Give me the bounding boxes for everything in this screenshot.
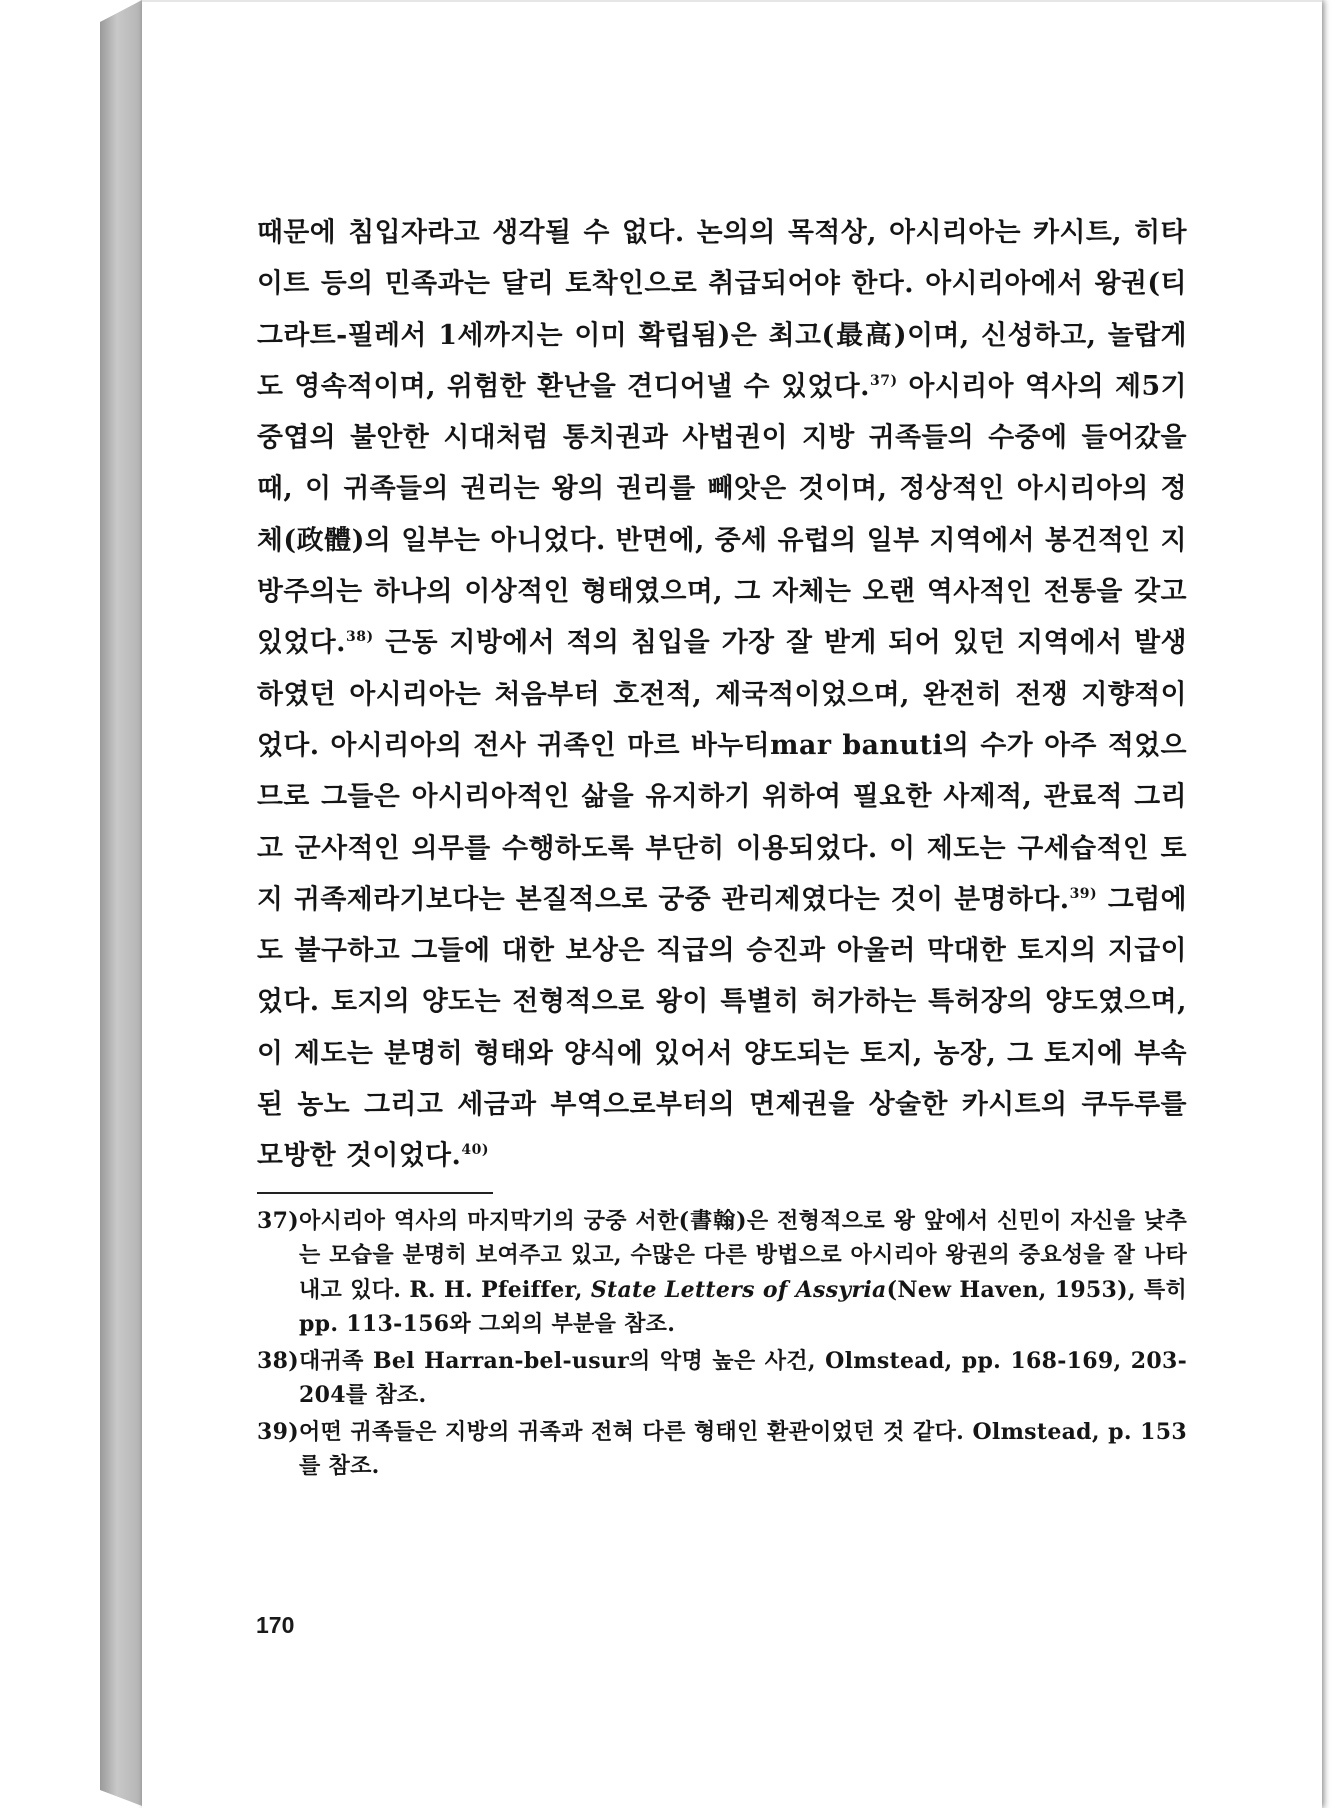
footnote-37 — [257, 1204, 1187, 1342]
footnote-number: 37) — [257, 1207, 299, 1234]
footnote-text: 아시리아 역사의 마지막기의 궁중 서한(書翰)은 전형적으로 왕 앞에서 신민이 자신을 낮추는 모습을 분명히 보여주고 있고, 수많은 다른 방법으로 아시리아 왕권의 중요성을 잘 나타내고 있다. R. H. Pfeiffer, — [299, 1207, 1187, 1303]
footnote-text: 대귀족 Bel Harran-bel-usur의 악명 높은 사건, Olmstead, pp. 168-169, 203-204를 참조. — [299, 1347, 1187, 1409]
body-paragraph — [257, 207, 1187, 1182]
footnote-book-title: State Letters of Assyria — [590, 1276, 887, 1303]
book-page — [142, 0, 1322, 1808]
footnote-text: 어떤 귀족들은 지방의 귀족과 전혀 다른 형태인 환관이었던 것 같다. Olmstead, p. 153를 참조. — [299, 1418, 1187, 1480]
body-text-1: 때문에 침입자라고 생각될 수 없다. 논의의 목적상, 아시리아는 카시트, 히타이트 등의 민족과는 달리 토착인으로 취급되어야 한다. 아시리아에서 왕권(티그라트-필레서 1세까지는 이미 확립됨)은 최고(最高)이며, 신성하고, 놀랍게도 영속적이며, 위험한 환난을 견디어낼 수 있었다. — [257, 217, 1187, 402]
body-text-4: 그럼에도 불구하고 그들에 대한 보상은 직급의 승진과 아울러 막대한 토지의 지급이었다. 토지의 양도는 전형적으로 왕이 특별히 허가하는 특허장의 양도였으며, 이 제도는 분명히 형태와 양식에 있어서 양도되는 토지, 농장, 그 토지에 부속된 농노 그리고 세금과 부역으로부터의 면제권을 상술한 카시트의 쿠두루를 모방한 것이었다. — [257, 883, 1187, 1172]
footnote-39 — [257, 1415, 1187, 1484]
footnote-divider — [257, 1192, 493, 1194]
footnote-ref-37[interactable]: 37) — [869, 372, 898, 389]
book-spine — [100, 0, 142, 1806]
body-text-2: 아시리아 역사의 제5기 중엽의 불안한 시대처럼 통치권과 사법권이 지방 귀족들의 수중에 들어갔을 때, 이 귀족들의 권리는 왕의 권리를 빼앗은 것이며, 정상적인 아시리아의 정체(政體)의 일부는 아니었다. 반면에, 중세 유럽의 일부 지역에서 봉건적인 지방주의는 하나의 이상적인 형태였으며, 그 자체는 오랜 역사적인 전통을 갖고 있었다. — [257, 370, 1187, 659]
footnote-38 — [257, 1344, 1187, 1413]
footnote-ref-39[interactable]: 39) — [1069, 885, 1098, 902]
page-content — [257, 207, 1187, 1486]
footnote-number: 38) — [257, 1347, 299, 1374]
footnote-ref-38[interactable]: 38) — [346, 629, 374, 646]
footnote-ref-40[interactable]: 40) — [461, 1142, 489, 1159]
page-number: 170 — [256, 1612, 295, 1638]
body-text-3: 근동 지방에서 적의 침입을 가장 잘 받게 되어 있던 지역에서 발생하였던 아시리아는 처음부터 호전적, 제국적이었으며, 완전히 전쟁 지향적이었다. 아시리아의 전사 귀족인 마르 바누티mar banuti의 수가 아주 적었으므로 그들은 아시리아적인 삶을 유지하기 위하여 필요한 사제적, 관료적 그리고 군사적인 의무를 수행하도록 부단히 이용되었다. 이 제도는 구세습적인 토지 귀족제라기보다는 본질적으로 궁중 관리제였다는 것이 분명하다. — [257, 627, 1187, 915]
footnote-text: (New Haven, 1953), 특히 pp. 113-156와 그외의 부분을 참조. — [299, 1276, 1188, 1338]
footnotes — [257, 1204, 1187, 1484]
footnote-number: 39) — [257, 1418, 299, 1445]
